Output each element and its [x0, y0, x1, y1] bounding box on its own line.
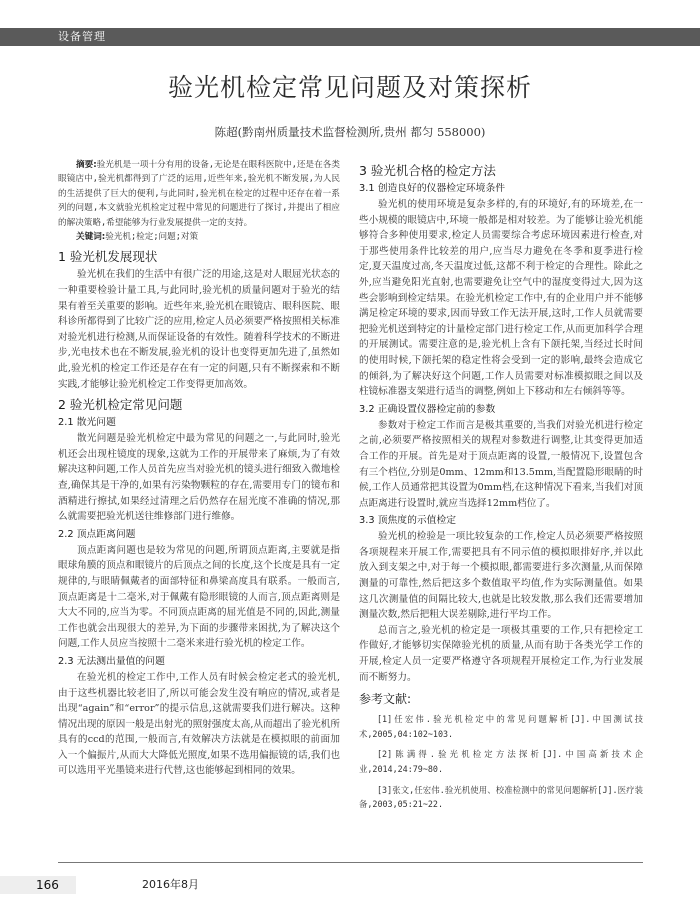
keywords-label: 关键词:	[76, 232, 106, 243]
subsection-2-1-paragraph: 散光问题是验光机检定中最为常见的问题之一,与此同时,验光机还会出现柱镜度的现象,这就为工作的开展带来了麻烦,为了有效解决这种问题,工作人员首先应当对验光机的镜头进行细致入微地检查,确保其是干净的,如果有污染物颗粒的存在,需要用专门的镜布和酒精进行擦拭,如果经过清理之后仍然存在屈光度不准确的情况,那么就需要把验光机送往维修部门进行维修。	[58, 433, 340, 523]
issue-date: 2016年8月	[142, 878, 199, 891]
conclusion-paragraph: 总而言之,验光机的检定是一项极其重要的工作,只有把检定工作做好,才能够切实保障验光机的质量,从而有助于各类光学工作的开展,检定人员一定要严格遵守各项规程开展检定工作,为行业发展而不断努力。	[359, 624, 643, 683]
keywords	[58, 230, 340, 244]
journal-section-label: 设备管理	[58, 30, 106, 43]
subsection-heading-3-3: 3.3 顶焦度的示值检定	[359, 515, 457, 527]
left-column	[58, 158, 340, 779]
abstract-text: 验光机是一项十分有用的设备,无论是在眼科医院中,还是在各类眼镜店中,验光机都得到了广泛的运用,近些年来,验光机不断发展,为人民的生活提供了巨大的便利,与此同时,验光机在检定的过程中还存在着一系列的问题,本文就验光机检定过程中常见的问题进行了探讨,并提出了相应的解决策略,希望能够为行业发展提供一定的支持。	[58, 160, 341, 228]
reference-item: [1]任宏伟.验光机检定中的常见问题解析[J].中国测试技术,2005,04:102~103.	[359, 714, 643, 739]
article-author: 陈超(黔南州质量技术监督检测所,贵州 都匀 558000)	[214, 125, 486, 139]
subsection-heading-2-3: 2.3 无法测出量值的问题	[58, 655, 165, 667]
keywords-text: 验光机;检定;问题;对策	[105, 232, 199, 243]
section-heading-1: 1 验光机发展现状	[58, 249, 158, 265]
subsection-heading-2-1: 2.1 散光问题	[58, 417, 116, 429]
footer-rule	[58, 862, 643, 863]
article-title: 验光机检定常见问题及对策探析	[167, 73, 532, 102]
abstract	[58, 158, 340, 230]
section-heading-3: 3 验光机合格的检定方法	[359, 163, 496, 178]
reference-item: [3]张文,任宏伟.验光机使用、校准检测中的常见问题解析[J].医疗装备,2003,05:21~22.	[359, 784, 643, 810]
right-column	[359, 158, 643, 818]
subsection-3-2-paragraph: 参数对于检定工作而言是极其重要的,当我们对验光机进行检定之前,必须要严格按照相关的规程对参数进行调整,让其变得更加适合工作的开展。首先是对于顶点距离的设置,一般情况下,设置包含有三个档位,分别是0mm、12mm和13.5mm,当配置隐形眼睛的时候,工作人员通常把其设置为0mm档,在这种情况下看来,当我们对顶点距离进行设置时,就应当选择12mm档位了。	[359, 419, 643, 509]
abstract-label: 摘要:	[76, 160, 97, 170]
page-number: 166	[36, 878, 59, 892]
subsection-heading-2-2: 2.2 顶点距离问题	[58, 528, 136, 540]
section-1-paragraph: 验光机在我们的生活中有很广泛的用途,这是对人眼屈光状态的一种重要检验计量工具,与此同时,验光机的质量问题对于验光的结果有着至关重要的影响。近些年来,验光机在眼镜店、眼科医院、眼科诊所都得到了比较广泛的应用,检定人员必须要严格按照相关标准对验光机进行检测,从而保证设备的有效性。随着科学技术的不断进步,光电技术也在不断发展,验光机的设计也变得更加先进了,虽然如此,验光机的检定工作还是存在有一定的问题,只有不断探索和不断实践,才能够让验光机检定工作变得更加高效。	[58, 269, 340, 390]
subsection-3-3-paragraph: 验光机的检验是一项比较复杂的工作,检定人员必须要严格按照各项规程来开展工作,需要把具有不同示值的模拟眼排好序,并以此放入到支架之中,对于每一个模拟眼,都需要进行多次测量,从而保障测量的可靠性,然后把这多个数值取平均值,作为实际测量值。如果这几次测量值的间隔比较大,也就是比较发散,那么我们还需要增加测量次数,然后把粗大误差剔除,进行平均工作。	[359, 531, 643, 621]
subsection-heading-3-1: 3.1 创造良好的仪器检定环境条件	[359, 183, 506, 194]
subsection-2-3-paragraph: 在验光机的检定工作中,工作人员有时候会检定老式的验光机,由于这些机器比较老旧了,所以可能会发生没有响应的情况,或者是出现“again”和“error”的提示信息,这就需要我们进行解决。这种情况出现的原因一般是出射光的照射强度太高,从而超出了验光机所具有的ccd的范围,一般而言,有效解决方法就是在模拟眼的前面加入一个偏振片,从而大大降低光照度,如果不选用偏振镜的话,我们也可以选用平光墨镜来进行代替,这也能够起到相同的效果。	[58, 671, 340, 777]
section-heading-2: 2 验光机检定常见问题	[58, 397, 183, 413]
subsection-3-1-paragraph: 验光机的使用环境是复杂多样的,有的环境好,有的环境差,在一些小规模的眼镜店中,环境一般都是相对较差。为了能够让验光机能够符合多种使用要求,检定人员需要综合考虑环境因素进行检查,对于那些使用条件比较差的用户,应当尽力避免在冬季和夏季进行检定,夏天温度过高,冬天温度过低,这都不利于检定的合理性。除此之外,应当避免阳光直射,也需要避免让空气中的湿度变得过大,因为这些会影响到检定结果。在验光机检定工作中,有的企业用户并不能够满足检定环境的要求,因而导致工作无法开展,这时,工作人员就需要把验光机送到特定的计量检定部门进行检定工作,从而更加科学合理的开展测试。需要注意的是,验光机上含有下颌托架,当经过长时间的使用时候,下颌托架的稳定性将会受到一定的影响,最终会造成它的倾斜,为了解决好这个问题,工作人员需要对标准模拟眼之间以及柱镜标准器支架进行适当的调整,例如上下移动和左右倾斜等等。	[359, 199, 643, 398]
subsection-heading-3-2: 3.2 正确设置仪器检定前的参数	[359, 403, 496, 415]
references-title: 参考文献:	[359, 692, 412, 707]
reference-item: [2]陈满得.验光机检定方法探析[J].中国高新技术企业,2014,24:79~80.	[359, 749, 643, 774]
subsection-2-2-paragraph: 顶点距离问题也是较为常见的问题,所谓顶点距离,主要就是指眼球角膜的顶点和眼镜片的后顶点之间的长度,这个长度是具有一定规律的,与眼睛佩戴者的面部特征和鼻梁高度具有联系。一般而言,顶点距离是十二毫米,对于佩戴有隐形眼镜的人而言,顶点距离则是大大不同的,应当为零。不同顶点距离的屈光值是不同的,因此,测量工作也就会出现很大的差异,为下面的步骤带来困扰,为了解决这个问题,工作人员应当按照十二毫米来进行验光机的检定工作。	[58, 544, 340, 650]
